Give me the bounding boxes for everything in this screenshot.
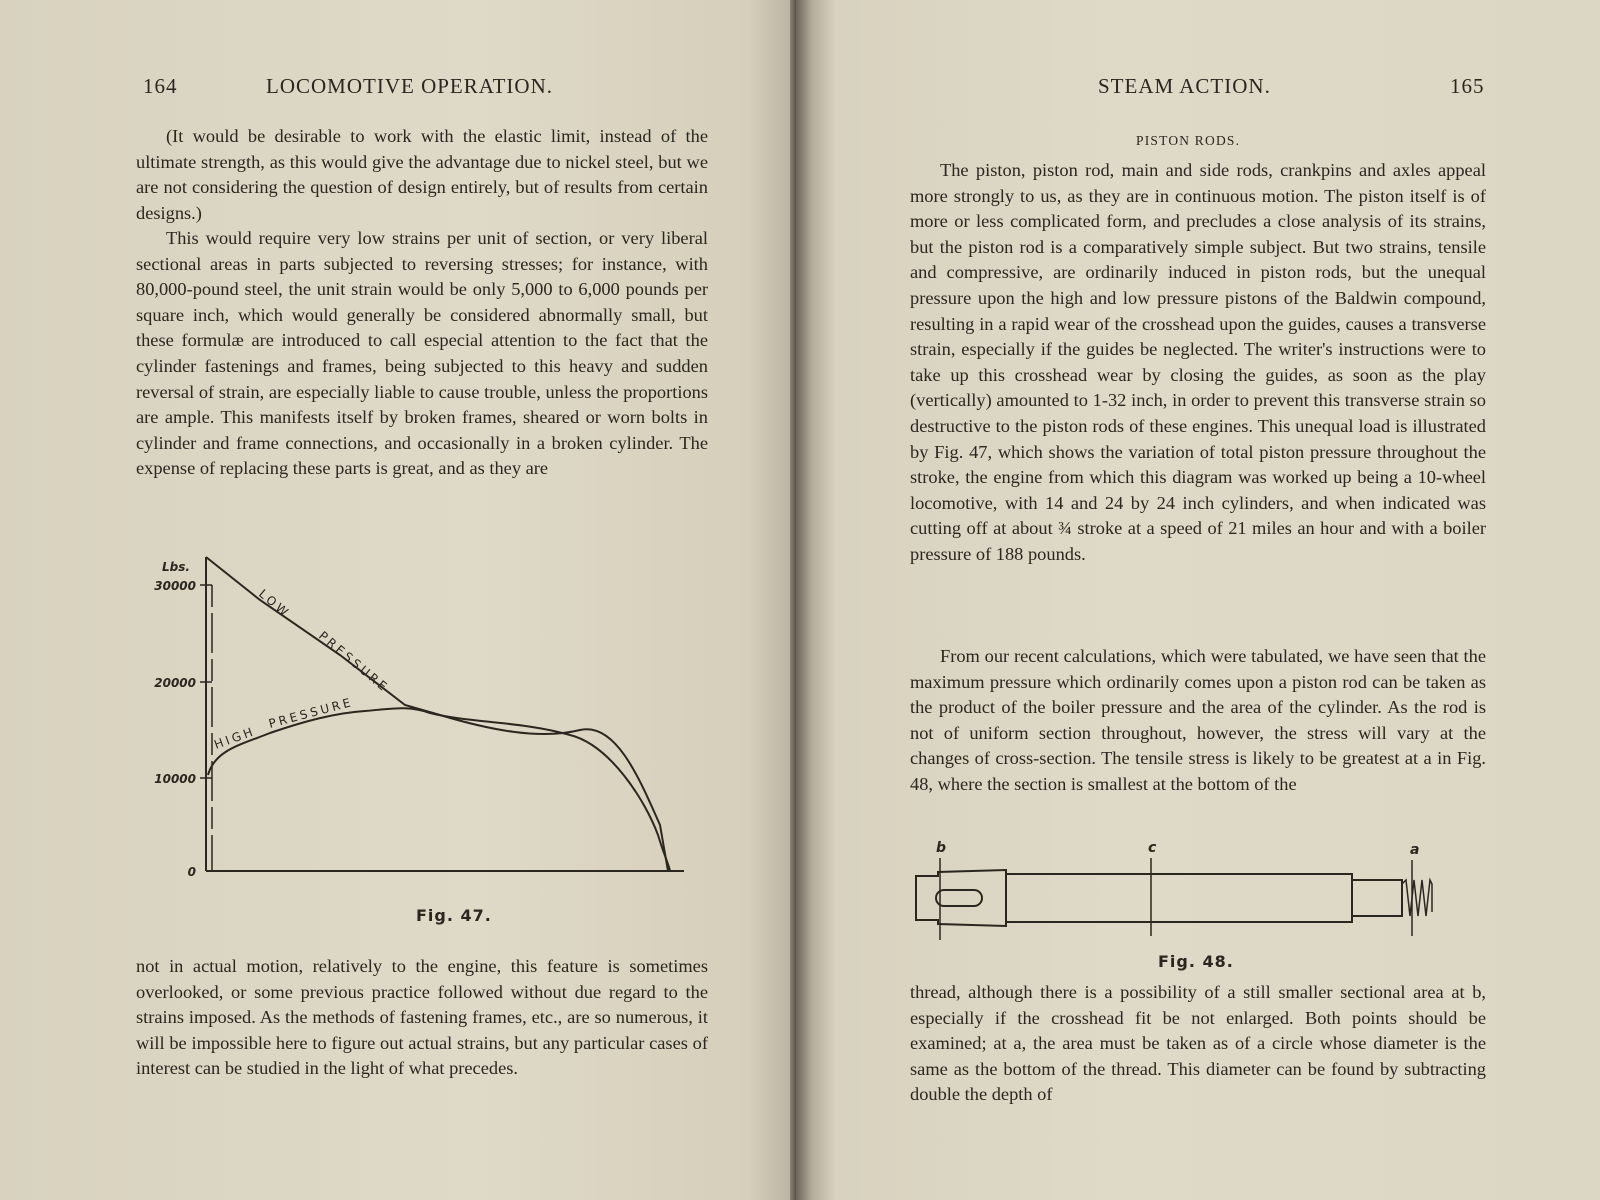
curve-label: PRESSURE (267, 694, 355, 731)
left-page (0, 0, 796, 1200)
rod-main-section (1006, 874, 1352, 922)
fig-47-diagram (140, 545, 700, 905)
paragraph: From our recent calculations, which were tabulated, we have seen that the maximum pressure which ordinarily comes upon a piston rod can be taken as the product of the boiler pressure and the area of the cylinder. As the rod is not of uniform section throughout, however, the stress will vary at the changes of cross-section. The tensile stress is likely to be greatest at a in Fig. 48, where the section is smallest at the bottom of the (910, 646, 1486, 794)
tick-label: 10000 (154, 772, 196, 786)
page-number: 164 (143, 74, 178, 98)
paragraph: thread, although there is a possibility of a still smaller sectional area at b, especially if the crosshead fit be not enlarged. Both points should be examined; at a, the area must be taken as of a circle whose diameter is the same as the bottom of the thread. This diameter can be found by subtracting double the depth of (910, 982, 1486, 1105)
tick-label: 30000 (154, 579, 196, 593)
curve-label: PRESSURE (316, 628, 392, 696)
tick-label: 20000 (154, 676, 196, 690)
right-page (796, 0, 1600, 1200)
paragraph: The piston, piston rod, main and side rods, crankpins and axles appeal more strongly to us, as they are in continuous motion. The piston itself is of more or less complicated form, and precludes a close analysis of its strains, but the piston rod is a comparatively simple subject. But two strains, tensile and compressive, are ordinarily induced in piston rods, but the unequal pressure upon the high and low pressure pistons of the Baldwin compound, resulting in a rapid wear of the crosshead upon the guides, causes a transverse strain, especially if the guides be neglected. The writer's instructions were to take up this crosshead wear by closing the guides, as soon as the play (vertically) amounted to 1-32 inch, in order to prevent this transverse strain so destructive to the piston rods of these engines. This unequal load is illustrated by Fig. 47, which shows the variation of total piston pressure throughout the stroke, the engine from which this diagram was worked up being a 10-wheel locomotive, with 14 and 24 by 24 inch cylinders, and when indicated was cutting off at about ¾ stroke at a speed of 21 miles an hour and with a boiler pressure of 188 pounds. (910, 160, 1486, 564)
running-head: STEAM ACTION. (1098, 74, 1271, 98)
paragraph: This would require very low strains per unit of section, or very liberal sectional areas in parts subjected to reversing stresses; for instance, with 80,000-pound steel, the unit strain would be only 5,000 to 6,000 pounds per square inch, which would generally be considered abnormally small, but these formulæ are introduced to call especial attention to the fact that the cylinder fastenings and frames, being subjected to this heavy and sudden reversal of strain, are especially liable to cause trouble, unless the proportions are ample. This manifests itself by broken frames, sheared or worn bolts in cylinder and frame connections, and occasionally in a broken cylinder. The expense of replacing these parts is great, and as they are (136, 228, 708, 479)
fig-48-diagram (906, 834, 1466, 954)
paragraph: not in actual motion, relatively to the engine, this feature is sometimes overlooked, or some previous practice followed without due regard to the strains imposed. As the methods of fastening frames, etc., are so numerous, it will be impossible here to figure out actual strains, but any particular cases of interest can be studied in the light of what precedes. (136, 956, 708, 1079)
page-number: 165 (1450, 74, 1485, 98)
rod-crosshead-end (916, 870, 1006, 926)
point-label-c: c (1148, 840, 1157, 856)
rod-thread (1402, 880, 1432, 916)
figure-caption: Fig. 48. (1158, 952, 1234, 971)
figure-caption: Fig. 47. (416, 906, 492, 925)
point-label-a: a (1410, 842, 1420, 858)
curve-label: HIGH (212, 723, 258, 752)
rod-reduced-section (1352, 880, 1402, 916)
paragraph: (It would be desirable to work with the elastic limit, instead of the ultimate strength, as this would give the advantage due to nickel steel, but we are not considering the question of design entirely, but of results from certain designs.) (136, 126, 708, 223)
point-label-b: b (936, 840, 947, 856)
y-axis-label: Lbs. (162, 560, 190, 574)
tick-label: 0 (187, 865, 196, 879)
key-slot (936, 890, 982, 906)
section-title: PISTON RODS. (1136, 133, 1241, 148)
curve-label: LOW (256, 586, 294, 621)
running-head: LOCOMOTIVE OPERATION. (266, 74, 553, 98)
